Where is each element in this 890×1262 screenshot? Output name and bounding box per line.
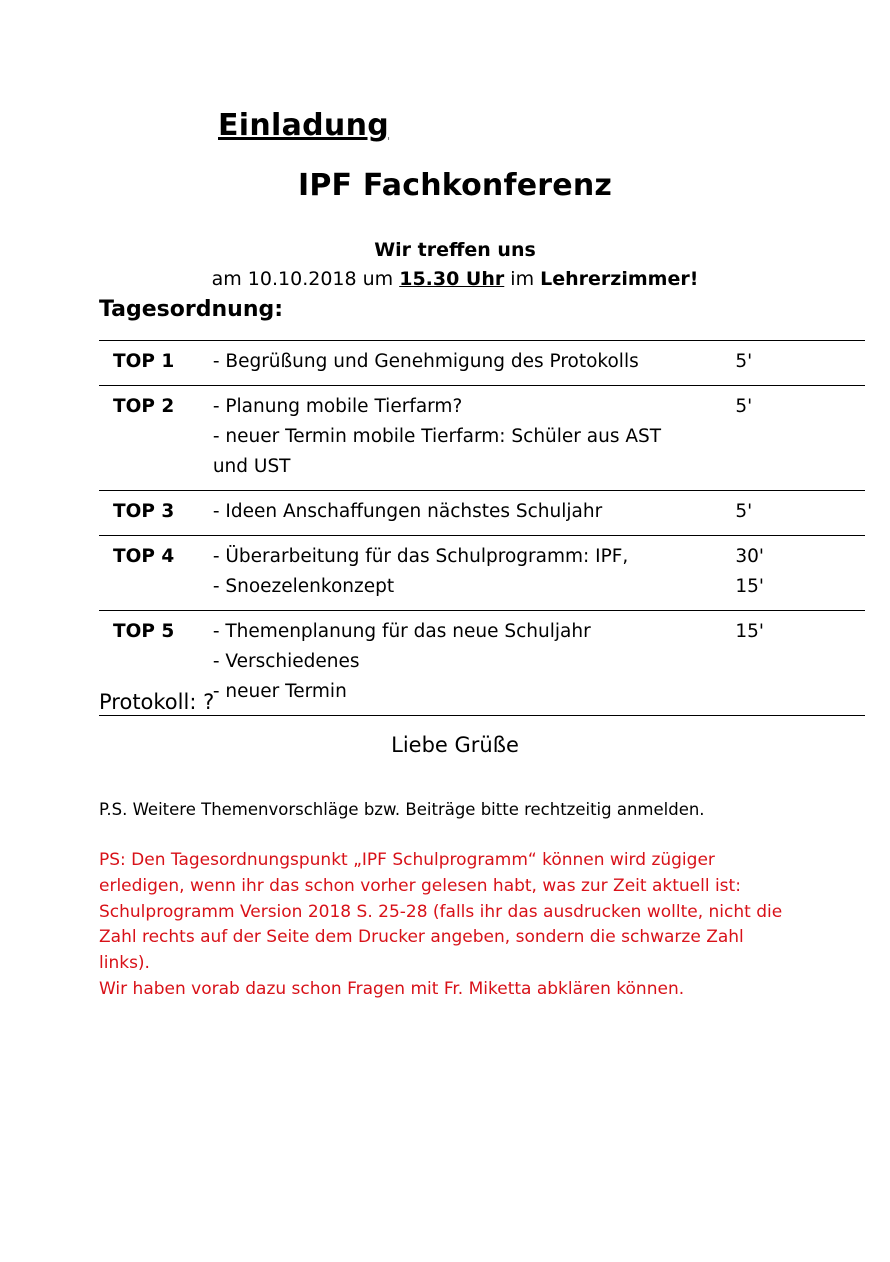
table-row bbox=[99, 385, 865, 490]
agenda-duration: 5' bbox=[735, 351, 753, 372]
table-row bbox=[99, 535, 865, 610]
protocol-line: Protokoll: ? bbox=[99, 690, 215, 714]
meeting-time: 15.30 Uhr bbox=[399, 268, 505, 290]
postscript-red-paragraph-2: Wir haben vorab dazu schon Fragen mit Fr. Miketta abklären können. bbox=[99, 979, 685, 1000]
agenda-top-label: TOP 1 bbox=[99, 341, 213, 386]
agenda-items bbox=[213, 341, 732, 386]
postscript-red-paragraph-1: PS: Den Tagesordnungspunkt „IPF Schulprogramm“ können wird zügiger erledigen, wenn ihr das schon vorher gelesen habt, was zur Zeit aktuell ist: Schulprogramm Version 2018 S. 25-28 (falls ihr das ausdrucken wollte, nicht die Zahl rechts auf der Seite dem Drucker angeben, sondern die schwarze Zahl links). bbox=[99, 850, 783, 974]
agenda-item: - Verschiedenes bbox=[212, 650, 360, 672]
agenda-items bbox=[213, 490, 732, 535]
table-row bbox=[99, 341, 865, 386]
postscript-red-note bbox=[99, 848, 799, 1003]
meeting-location: Lehrerzimmer! bbox=[540, 268, 699, 290]
agenda-item: - Ideen Anschaffungen nächstes Schuljahr bbox=[212, 500, 603, 522]
agenda-duration: 5' bbox=[735, 500, 753, 522]
agenda-item: und UST bbox=[212, 455, 291, 477]
agenda-top-label: TOP 5 bbox=[99, 610, 213, 715]
agenda-items bbox=[213, 385, 732, 490]
page-title-invitation: Einladung bbox=[218, 108, 390, 143]
meeting-line-2 bbox=[0, 268, 890, 290]
agenda-duration: 5' bbox=[735, 395, 753, 417]
agenda-duration: 15' bbox=[735, 620, 765, 642]
agenda-item: - Snoezelenkonzept bbox=[212, 575, 395, 597]
agenda-item: - neuer Termin mobile Tierfarm: Schüler aus AST bbox=[212, 425, 662, 447]
agenda-durations bbox=[731, 535, 865, 610]
agenda-durations bbox=[731, 385, 865, 490]
meeting-line-1: Wir treffen uns bbox=[374, 239, 536, 261]
agenda-table bbox=[99, 340, 865, 716]
page-title-conference: IPF Fachkonferenz bbox=[297, 168, 613, 203]
agenda-duration: 15' bbox=[735, 575, 765, 597]
agenda-top-label: TOP 4 bbox=[99, 535, 213, 610]
agenda-item: - Begrüßung und Genehmigung des Protokolls bbox=[212, 351, 639, 372]
agenda-heading: Tagesordnung: bbox=[99, 297, 284, 322]
agenda-durations bbox=[731, 610, 865, 715]
agenda-item: - neuer Termin bbox=[212, 680, 347, 702]
postscript-note: P.S. Weitere Themenvorschläge bzw. Beiträge bitte rechtzeitig anmelden. bbox=[99, 800, 705, 819]
agenda-items bbox=[213, 610, 732, 715]
agenda-item: - Planung mobile Tierfarm? bbox=[212, 395, 463, 417]
meeting-connector: im bbox=[504, 268, 541, 290]
agenda-top-label: TOP 2 bbox=[99, 385, 213, 490]
agenda-item: - Themenplanung für das neue Schuljahr bbox=[212, 620, 591, 642]
meeting-date-text: am 10.10.2018 um bbox=[211, 268, 400, 290]
agenda-durations bbox=[731, 490, 865, 535]
agenda-durations bbox=[731, 341, 865, 386]
agenda-items bbox=[213, 535, 732, 610]
greeting-line: Liebe Grüße bbox=[391, 733, 519, 757]
agenda-item: - Überarbeitung für das Schulprogramm: IPF, bbox=[212, 545, 629, 567]
table-row bbox=[99, 490, 865, 535]
agenda-top-label: TOP 3 bbox=[99, 490, 213, 535]
agenda-duration: 30' bbox=[735, 545, 765, 567]
